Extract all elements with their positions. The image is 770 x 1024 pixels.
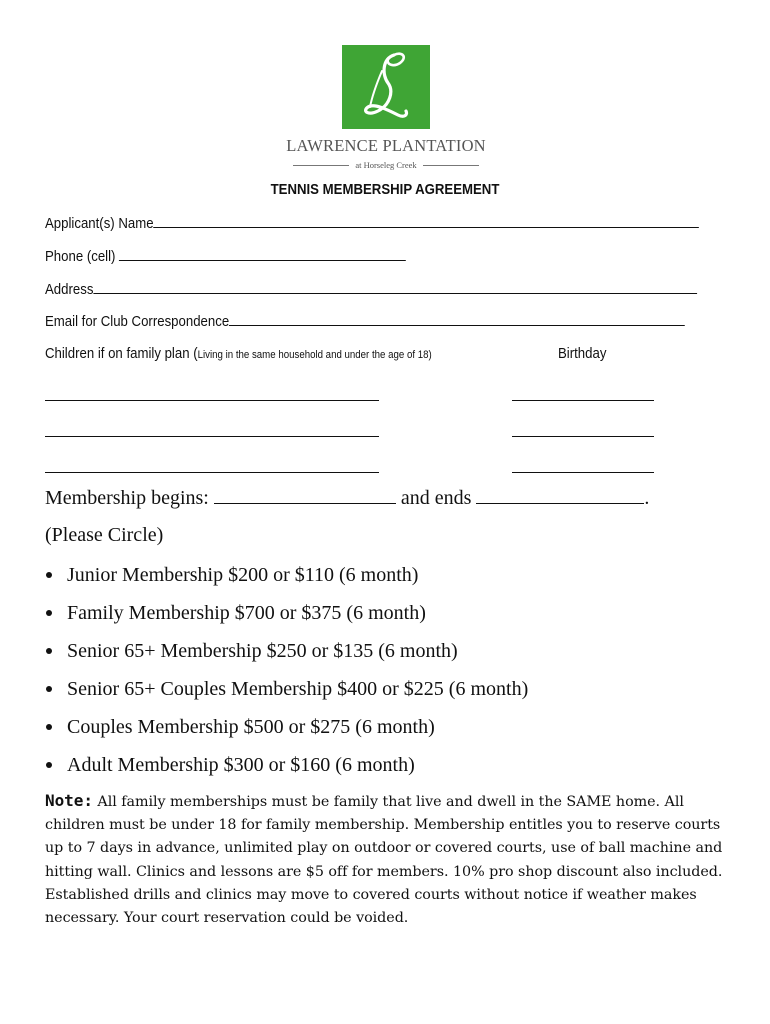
child-name-input[interactable] — [45, 400, 379, 401]
membership-option[interactable]: Senior 65+ Couples Membership $400 or $225 (6 month) — [45, 676, 528, 714]
note-text: All family memberships must be family that live and dwell in the SAME home. All children must be under 18 for family membership. Membership entitles you to reserve courts up to 7 days in advance, unlimited play on outdoor or covered courts, use of ball machine and hitting wall. Clinics and lessons are $5 off for members. 10% pro shop discount also included. Established drills and clinics may move to covered courts without notice if weather makes necessary. Your court reservation could be voided. — [45, 794, 723, 927]
membership-begins-input[interactable] — [214, 487, 396, 504]
email-input[interactable] — [229, 313, 685, 326]
email-label: Email for Club Correspondence — [45, 313, 230, 330]
membership-options — [45, 562, 528, 790]
phone-row — [45, 248, 406, 265]
children-label: Children if on family plan ( — [45, 345, 198, 362]
membership-ends-label: and ends — [400, 487, 472, 509]
child-name-input[interactable] — [45, 472, 379, 473]
phone-label: Phone (cell) — [45, 248, 116, 265]
membership-option[interactable]: Couples Membership $500 or $275 (6 month) — [45, 714, 528, 752]
child-name-input[interactable] — [45, 436, 379, 437]
membership-dates-row — [45, 487, 649, 510]
logo-subtitle: at Horseleg Creek — [355, 160, 417, 170]
please-circle: (Please Circle) — [45, 524, 164, 546]
phone-input[interactable] — [119, 248, 406, 261]
membership-option[interactable]: Adult Membership $300 or $160 (6 month) — [45, 752, 528, 790]
document-title: TENNIS MEMBERSHIP AGREEMENT — [270, 181, 500, 198]
address-label: Address — [45, 281, 94, 298]
membership-ends-input[interactable] — [476, 487, 644, 504]
children-note: Living in the same household and under the age of 18) — [197, 349, 432, 361]
logo-name: LAWRENCE PLANTATION — [286, 136, 486, 155]
note-label: Note: — [45, 791, 93, 810]
applicant-label: Applicant(s) Name — [45, 215, 154, 232]
child-birthday-input[interactable] — [512, 400, 654, 401]
birthday-label: Birthday — [558, 345, 607, 362]
note-paragraph — [45, 789, 735, 930]
membership-option[interactable]: Junior Membership $200 or $110 (6 month) — [45, 562, 528, 600]
logo-mark — [342, 45, 430, 129]
applicant-row — [45, 215, 699, 232]
membership-option[interactable]: Senior 65+ Membership $250 or $135 (6 month) — [45, 638, 528, 676]
children-row — [45, 345, 432, 362]
period: . — [644, 487, 650, 509]
membership-begins-label: Membership begins: — [45, 487, 209, 509]
script-l-icon — [342, 45, 430, 129]
child-birthday-input[interactable] — [512, 436, 654, 437]
applicant-input[interactable] — [154, 215, 700, 228]
logo — [278, 45, 494, 175]
divider — [423, 165, 479, 166]
address-input[interactable] — [93, 281, 697, 294]
membership-option[interactable]: Family Membership $700 or $375 (6 month) — [45, 600, 528, 638]
email-row — [45, 313, 685, 330]
child-birthday-input[interactable] — [512, 472, 654, 473]
address-row — [45, 281, 697, 298]
divider — [293, 165, 349, 166]
